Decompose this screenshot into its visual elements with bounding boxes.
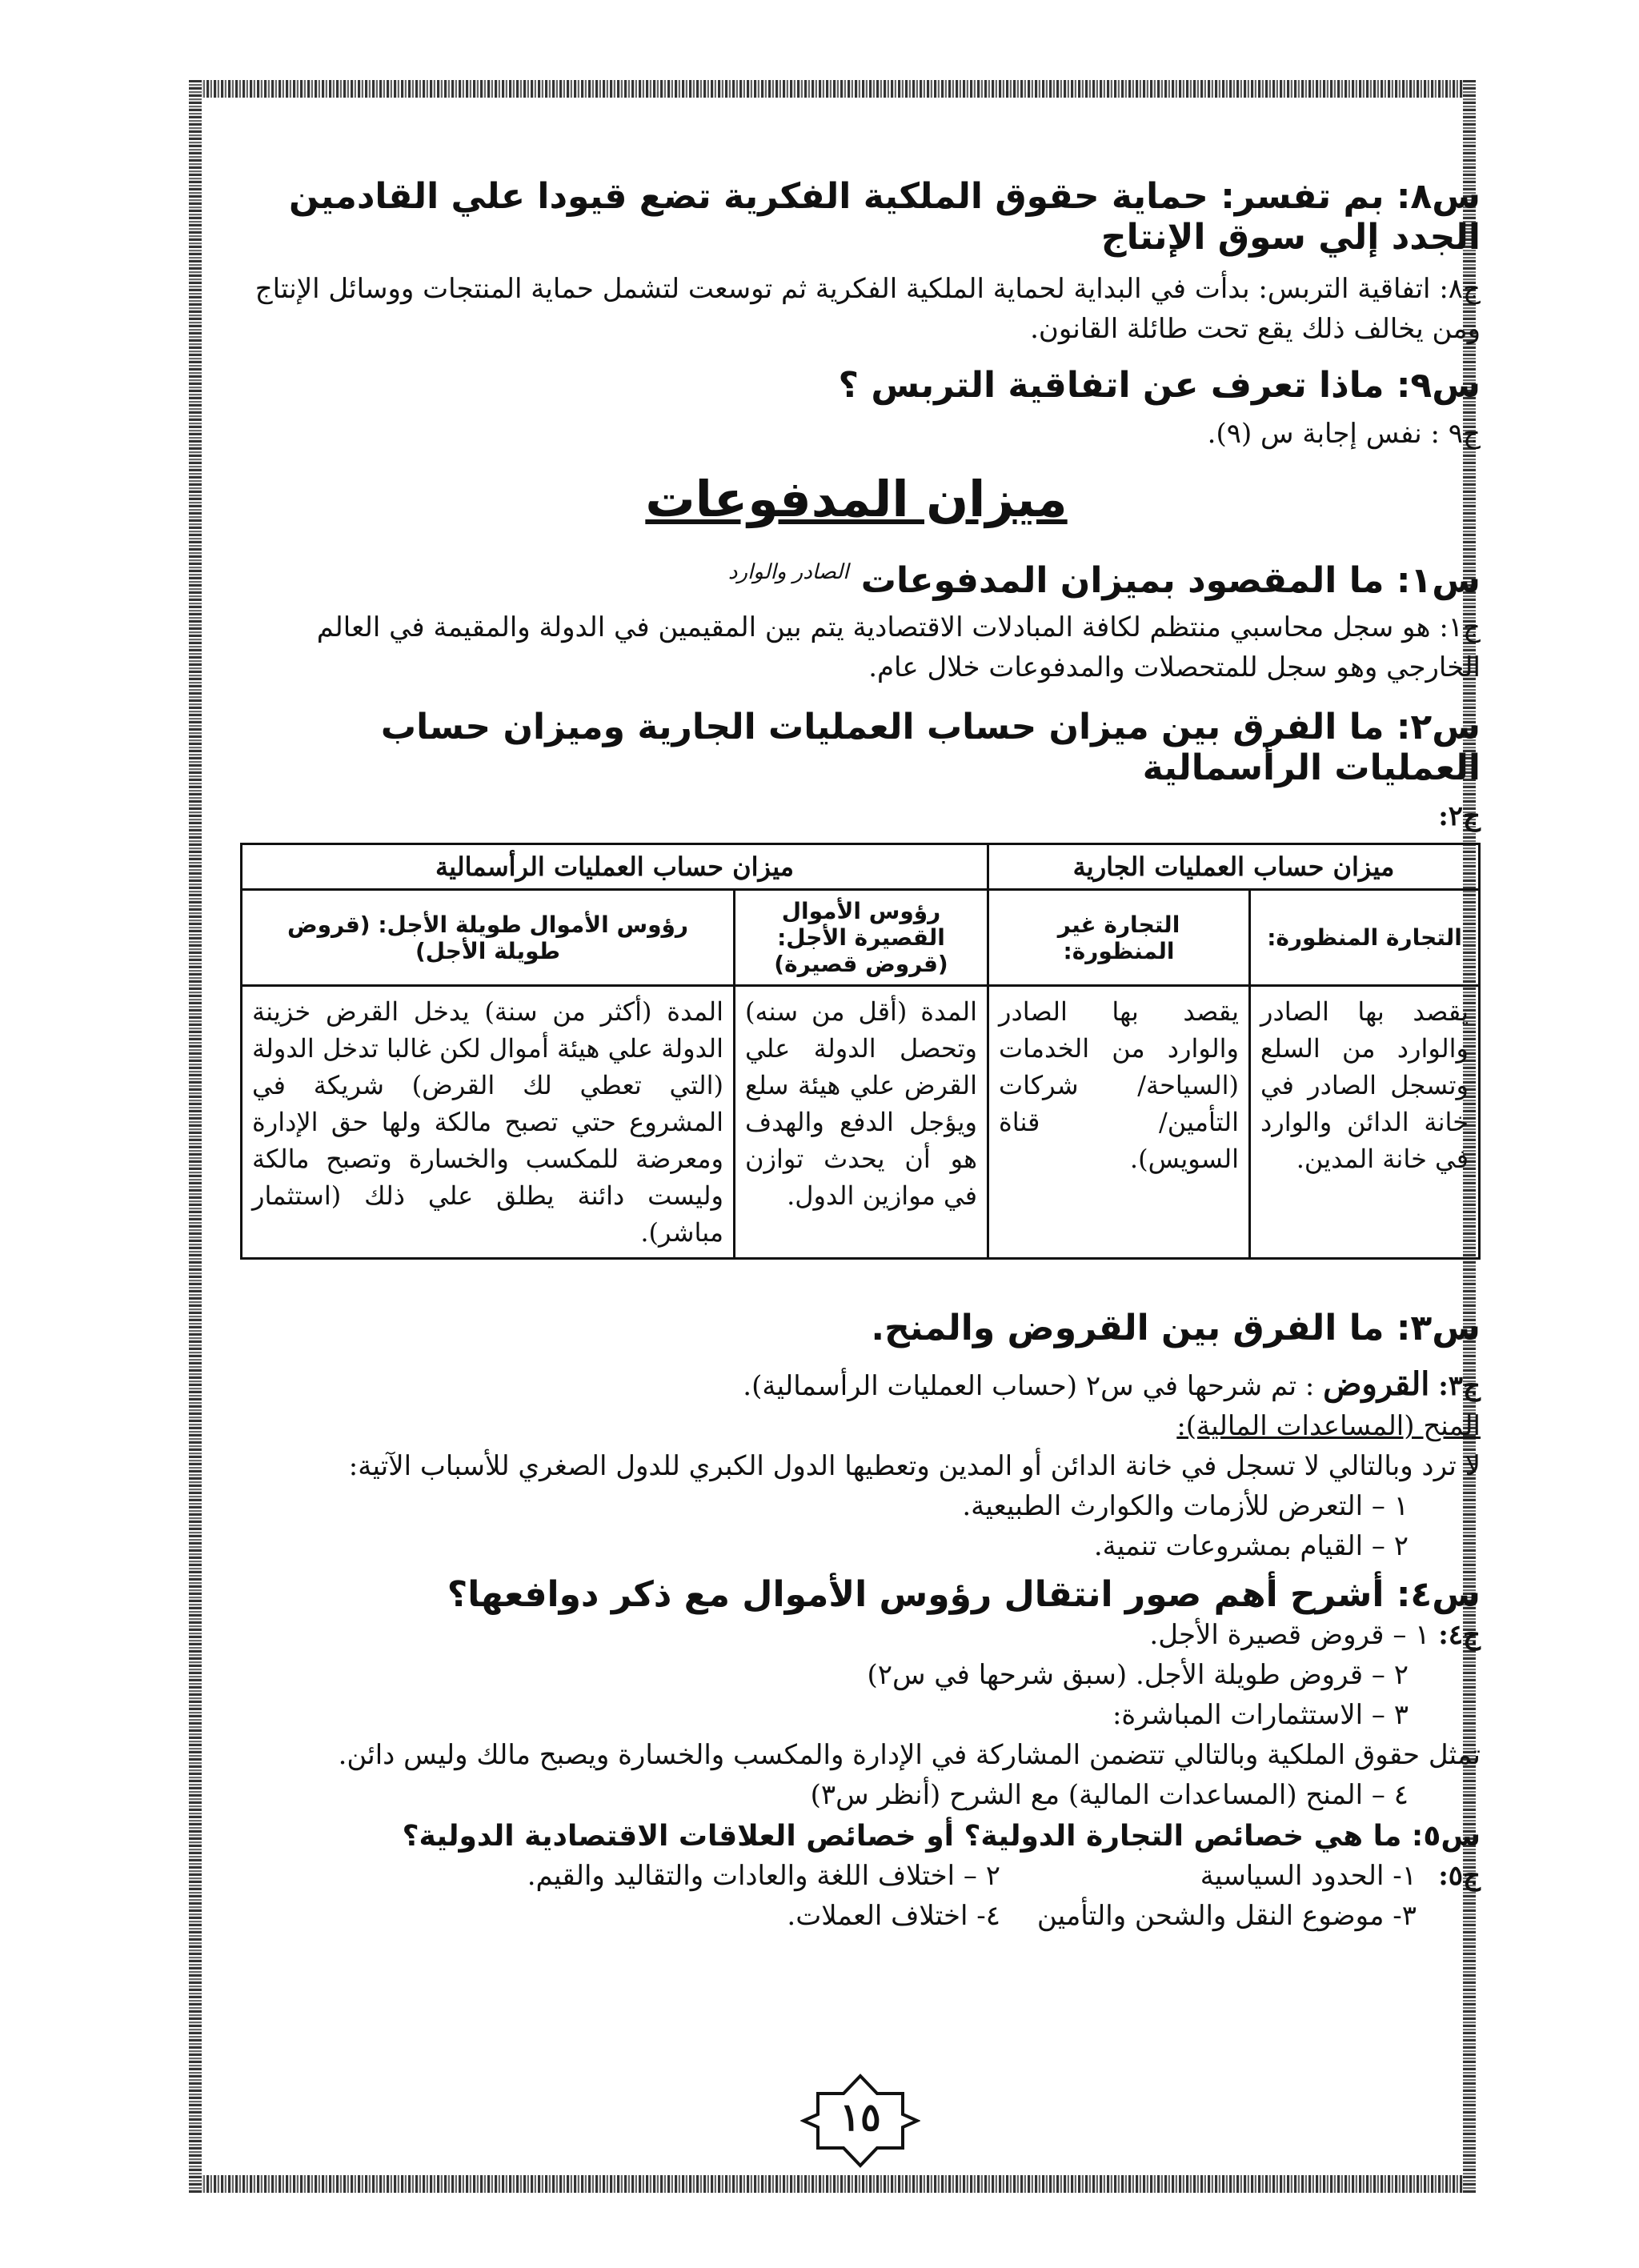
- answer-5-item-1: ١- الحدود السياسية: [1200, 1860, 1417, 1892]
- page-border-top: [192, 80, 1473, 98]
- question-3: [232, 1308, 1481, 1348]
- answer-8: [232, 269, 1481, 349]
- answer-2-label: ج٢:: [1438, 800, 1481, 832]
- handwritten-note: الصادر والوارد: [727, 560, 849, 584]
- grants-reason-2: ٢ – القيام بمشروعات تنمية.: [1093, 1530, 1409, 1562]
- answer-4-explanation: تمثل حقوق الملكية وبالتالي تتضمن المشاركة في الإدارة والمكسب والخسارة ويصبح مالك وليس دائن.: [338, 1739, 1481, 1771]
- question-9: [232, 365, 1481, 406]
- table-body-row: [242, 986, 1480, 1259]
- answer-4-item-3: ٣ – الاستثمارات المباشرة:: [1112, 1699, 1409, 1731]
- answer-3: [232, 1364, 1481, 1406]
- cell-short-term-capital: المدة (أقل من سنه) وتحصل الدولة علي القرض علي هيئة سلع ويؤجل الدفع والهدف هو أن يحدث توازن في موازين الدول.: [735, 986, 988, 1259]
- answer-4-item-4: ٤ – المنح (المساعدات المالية) مع الشرح (أنظر س٣): [810, 1779, 1409, 1811]
- question-prefix: بم تفسر:: [1220, 176, 1385, 217]
- question-text: حماية حقوق الملكية الفكرية تضع قيودا علي القادمين الجدد إلي سوق الإنتاج: [289, 176, 1481, 258]
- question-text: ما هي خصائص التجارة الدولية؟ أو خصائص العلاقات الاقتصادية الدولية؟: [402, 1820, 1402, 1853]
- question-label: س٣:: [1396, 1308, 1481, 1348]
- answer-4-item-2: ٢ – قروض طويلة الأجل. (سبق شرحها في س٢): [867, 1659, 1409, 1691]
- answer-label: ج٩ :: [1430, 418, 1481, 450]
- question-label: س٢:: [1396, 707, 1481, 747]
- cell-invisible-trade: يقصد بها الصادر والوارد من الخدمات (السياحة/ شركات التأمين/ قناة السويس).: [988, 986, 1250, 1259]
- question-label: س٨:: [1396, 176, 1481, 217]
- question-1: [232, 560, 1481, 601]
- question-text: ما المقصود بميزان المدفوعات: [860, 560, 1385, 601]
- page-border-bottom: [192, 2175, 1473, 2193]
- document-content: [232, 152, 1481, 1936]
- subheader-invisible-trade: التجارة غير المنظورة:: [988, 890, 1250, 986]
- answer-label: ج٨:: [1439, 273, 1481, 305]
- cell-visible-trade: يقصد بها الصادر والوارد من السلع وتسجل الصادر في خانة الدائن والوارد في خانة المدين.: [1250, 986, 1480, 1259]
- question-label: س٤:: [1396, 1574, 1481, 1615]
- answer-5-item-2: ٢ – اختلاف اللغة والعادات والتقاليد والقيم.: [527, 1860, 1000, 1892]
- question-label: س٥:: [1411, 1820, 1481, 1853]
- table-header-row: [242, 844, 1480, 890]
- section-title: ميزان المدفوعات: [645, 470, 1068, 528]
- answer-text: اتفاقية التربس: بدأت في البداية لحماية الملكية الفكرية ثم توسعت لتشمل حماية المنتجات ووسائل الإنتاج ومن يخالف ذلك يقع تحت طائلة القانون.: [254, 273, 1481, 345]
- item-text: ١ – قروض قصيرة الأجل.: [1149, 1619, 1430, 1651]
- page-number: ١٥: [840, 2095, 881, 2140]
- answer-label: ج٣:: [1438, 1370, 1481, 1402]
- subheader-long-term-capital: رؤوس الأموال طويلة الأجل: (قروض طويلة الأجل): [242, 890, 735, 986]
- answer-4-item-1: [232, 1615, 1481, 1655]
- subheader-visible-trade: التجارة المنظورة:: [1250, 890, 1480, 986]
- question-4: [232, 1574, 1481, 1615]
- question-text: ماذا تعرف عن اتفاقية التربس ؟: [838, 365, 1385, 406]
- table-subheader-row: [242, 890, 1480, 986]
- question-8: [232, 176, 1481, 258]
- question-5: [232, 1820, 1481, 1853]
- answer-label: ج٤:: [1438, 1619, 1481, 1651]
- answer-9: [232, 414, 1481, 454]
- question-text: ما الفرق بين ميزان حساب العمليات الجارية وميزان حساب العمليات الرأسمالية: [380, 707, 1481, 788]
- grants-text: لا ترد وبالتالي لا تسجل في خانة الدائن أو المدين وتعطيها الدول الكبري للدول الصغري للأسباب الآتية:: [348, 1450, 1481, 1482]
- subheader-short-term-capital: رؤوس الأموال القصيرة الأجل: (قروض قصيرة): [735, 890, 988, 986]
- answer-text: هو سجل محاسبي منتظم لكافة المبادلات الاقتصادية يتم بين المقيمين في الدولة والمقيمة في العالم الخارجي وهو سجل للمتحصلات والمدفوعات خلال عام.: [316, 611, 1481, 683]
- question-text: ما الفرق بين القروض والمنح.: [871, 1308, 1385, 1348]
- answer-1: [232, 607, 1481, 687]
- loans-label: القروض: [1323, 1365, 1430, 1403]
- answer-5-item-3: ٣- موضوع النقل والشحن والتأمين: [1036, 1900, 1417, 1932]
- question-label: س١:: [1396, 560, 1481, 601]
- header-capital-account: ميزان حساب العمليات الرأسمالية: [242, 844, 988, 890]
- grants-reason-1: ١ – التعرض للأزمات والكوارث الطبيعية.: [962, 1490, 1409, 1522]
- question-2: [232, 707, 1481, 788]
- answer-label: ج١:: [1439, 611, 1481, 643]
- cell-long-term-capital: المدة (أكثر من سنة) يدخل القرض خزينة الدولة علي هيئة أموال لكن غالبا تدخل الدولة (التي تعطي لك القرض) شريكة في المشروع حتي تصبح مالكة ولها حق الإدارة ومعرضة للمكسب والخسارة وتصبح مالكة وليست دائنة يطلق علي ذلك (استثمار مباشر).: [242, 986, 735, 1259]
- question-label: س٩:: [1396, 365, 1481, 406]
- answer-5-item-4: ٤- اختلاف العملات.: [787, 1900, 1000, 1932]
- loans-text: : تم شرحها في س٢ (حساب العمليات الرأسمالية).: [743, 1370, 1315, 1402]
- grants-title: المنح (المساعدات المالية):: [1176, 1410, 1481, 1442]
- answer-5: [232, 1856, 1481, 1936]
- page-number-badge: [800, 2073, 920, 2169]
- question-text: أشرح أهم صور انتقال رؤوس الأموال مع ذكر دوافعها؟: [447, 1574, 1385, 1615]
- page-border-left: [189, 80, 202, 2193]
- header-current-account: ميزان حساب العمليات الجارية: [988, 844, 1480, 890]
- comparison-table: [240, 843, 1481, 1260]
- answer-label: ج٥:: [1438, 1860, 1481, 1892]
- answer-text: نفس إجابة س (٩).: [1207, 418, 1422, 450]
